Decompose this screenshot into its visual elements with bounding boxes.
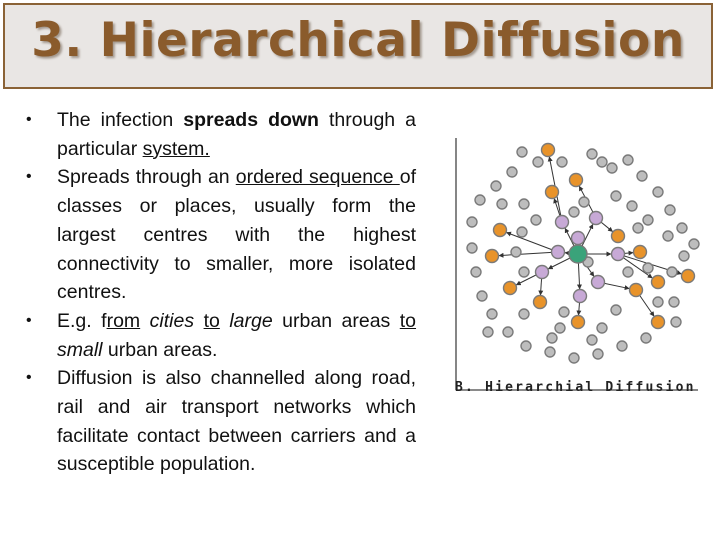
uninfected-node — [665, 205, 675, 215]
bullet-text: Diffusion is also channelled along road, rail and air transport networks which facilitate contact between carriers and a susceptible population. — [57, 367, 416, 476]
bullet-marker: • — [26, 111, 32, 128]
uninfected-node — [569, 207, 579, 217]
uninfected-node — [641, 333, 651, 343]
slide-title: 3. Hierarchical Diffusion — [31, 13, 685, 68]
uninfected-node — [555, 323, 565, 333]
uninfected-node — [511, 247, 521, 257]
uninfected-node — [467, 217, 477, 227]
uninfected-node — [671, 317, 681, 327]
infected-node — [486, 250, 499, 263]
uninfected-node — [593, 349, 603, 359]
uninfected-node — [531, 215, 541, 225]
uninfected-node — [517, 227, 527, 237]
source-node — [569, 245, 587, 263]
intermediate-node — [552, 246, 565, 259]
uninfected-node — [491, 181, 501, 191]
uninfected-node — [487, 309, 497, 319]
uninfected-node — [559, 307, 569, 317]
uninfected-node — [547, 333, 557, 343]
bullet-item — [26, 307, 416, 364]
hierarchical-diffusion-diagram — [452, 132, 712, 400]
infected-node — [634, 246, 647, 259]
uninfected-node — [667, 267, 677, 277]
infected-node — [612, 230, 625, 243]
uninfected-node — [663, 231, 673, 241]
uninfected-node — [623, 155, 633, 165]
uninfected-node — [545, 347, 555, 357]
uninfected-node — [597, 323, 607, 333]
uninfected-node — [669, 297, 679, 307]
bullet-item — [26, 106, 416, 163]
infected-node — [652, 316, 665, 329]
uninfected-node — [477, 291, 487, 301]
intermediate-node — [556, 216, 569, 229]
uninfected-node — [653, 297, 663, 307]
intermediate-node — [590, 212, 603, 225]
uninfected-node — [475, 195, 485, 205]
infected-node — [652, 276, 665, 289]
uninfected-node — [533, 157, 543, 167]
uninfected-node — [467, 243, 477, 253]
bullet-text: E.g. from cities to large urban areas to small urban areas. — [57, 309, 417, 361]
bullet-marker: • — [26, 168, 32, 186]
infected-node — [494, 224, 507, 237]
diffusion-nodes — [467, 144, 699, 364]
uninfected-node — [519, 199, 529, 209]
infected-node — [546, 186, 559, 199]
infected-node — [572, 316, 585, 329]
uninfected-node — [483, 327, 493, 337]
intermediate-node — [572, 232, 585, 245]
uninfected-node — [587, 335, 597, 345]
uninfected-node — [643, 263, 653, 273]
uninfected-node — [503, 327, 513, 337]
uninfected-node — [557, 157, 567, 167]
bullet-item — [26, 163, 416, 307]
intermediate-node — [536, 266, 549, 279]
uninfected-node — [617, 341, 627, 351]
bullet-text: Spreads through an ordered sequence of classes or places, usually form the largest centres with the highest connectivity to smaller, more isolated centres. — [57, 166, 416, 304]
bullet-marker: • — [26, 369, 32, 387]
diffusion-arrows — [499, 157, 681, 316]
uninfected-node — [633, 223, 643, 233]
intermediate-node — [592, 276, 605, 289]
uninfected-node — [611, 305, 621, 315]
uninfected-node — [607, 163, 617, 173]
uninfected-node — [587, 149, 597, 159]
uninfected-node — [471, 267, 481, 277]
diagram-caption: B. Hierarchial Diffusion — [455, 380, 696, 395]
uninfected-node — [637, 171, 647, 181]
uninfected-node — [519, 309, 529, 319]
uninfected-node — [497, 199, 507, 209]
infected-node — [504, 282, 517, 295]
infected-node — [542, 144, 555, 157]
bullet-text: The infection spreads down through a particular system. — [57, 109, 416, 160]
uninfected-node — [611, 191, 621, 201]
uninfected-node — [679, 251, 689, 261]
uninfected-node — [677, 223, 687, 233]
uninfected-node — [597, 157, 607, 167]
uninfected-node — [517, 147, 527, 157]
title-banner — [3, 3, 713, 89]
uninfected-node — [623, 267, 633, 277]
bullet-list — [26, 106, 416, 479]
uninfected-node — [689, 239, 699, 249]
bullet-marker: • — [26, 311, 32, 329]
uninfected-node — [519, 267, 529, 277]
uninfected-node — [653, 187, 663, 197]
infected-node — [682, 270, 695, 283]
infected-node — [630, 284, 643, 297]
uninfected-node — [643, 215, 653, 225]
intermediate-node — [612, 248, 625, 261]
infected-node — [534, 296, 547, 309]
uninfected-node — [521, 341, 531, 351]
uninfected-node — [579, 197, 589, 207]
infected-node — [570, 174, 583, 187]
uninfected-node — [627, 201, 637, 211]
intermediate-node — [574, 290, 587, 303]
uninfected-node — [569, 353, 579, 363]
diffusion-arrow — [499, 252, 558, 256]
uninfected-node — [507, 167, 517, 177]
bullet-item — [26, 364, 416, 479]
